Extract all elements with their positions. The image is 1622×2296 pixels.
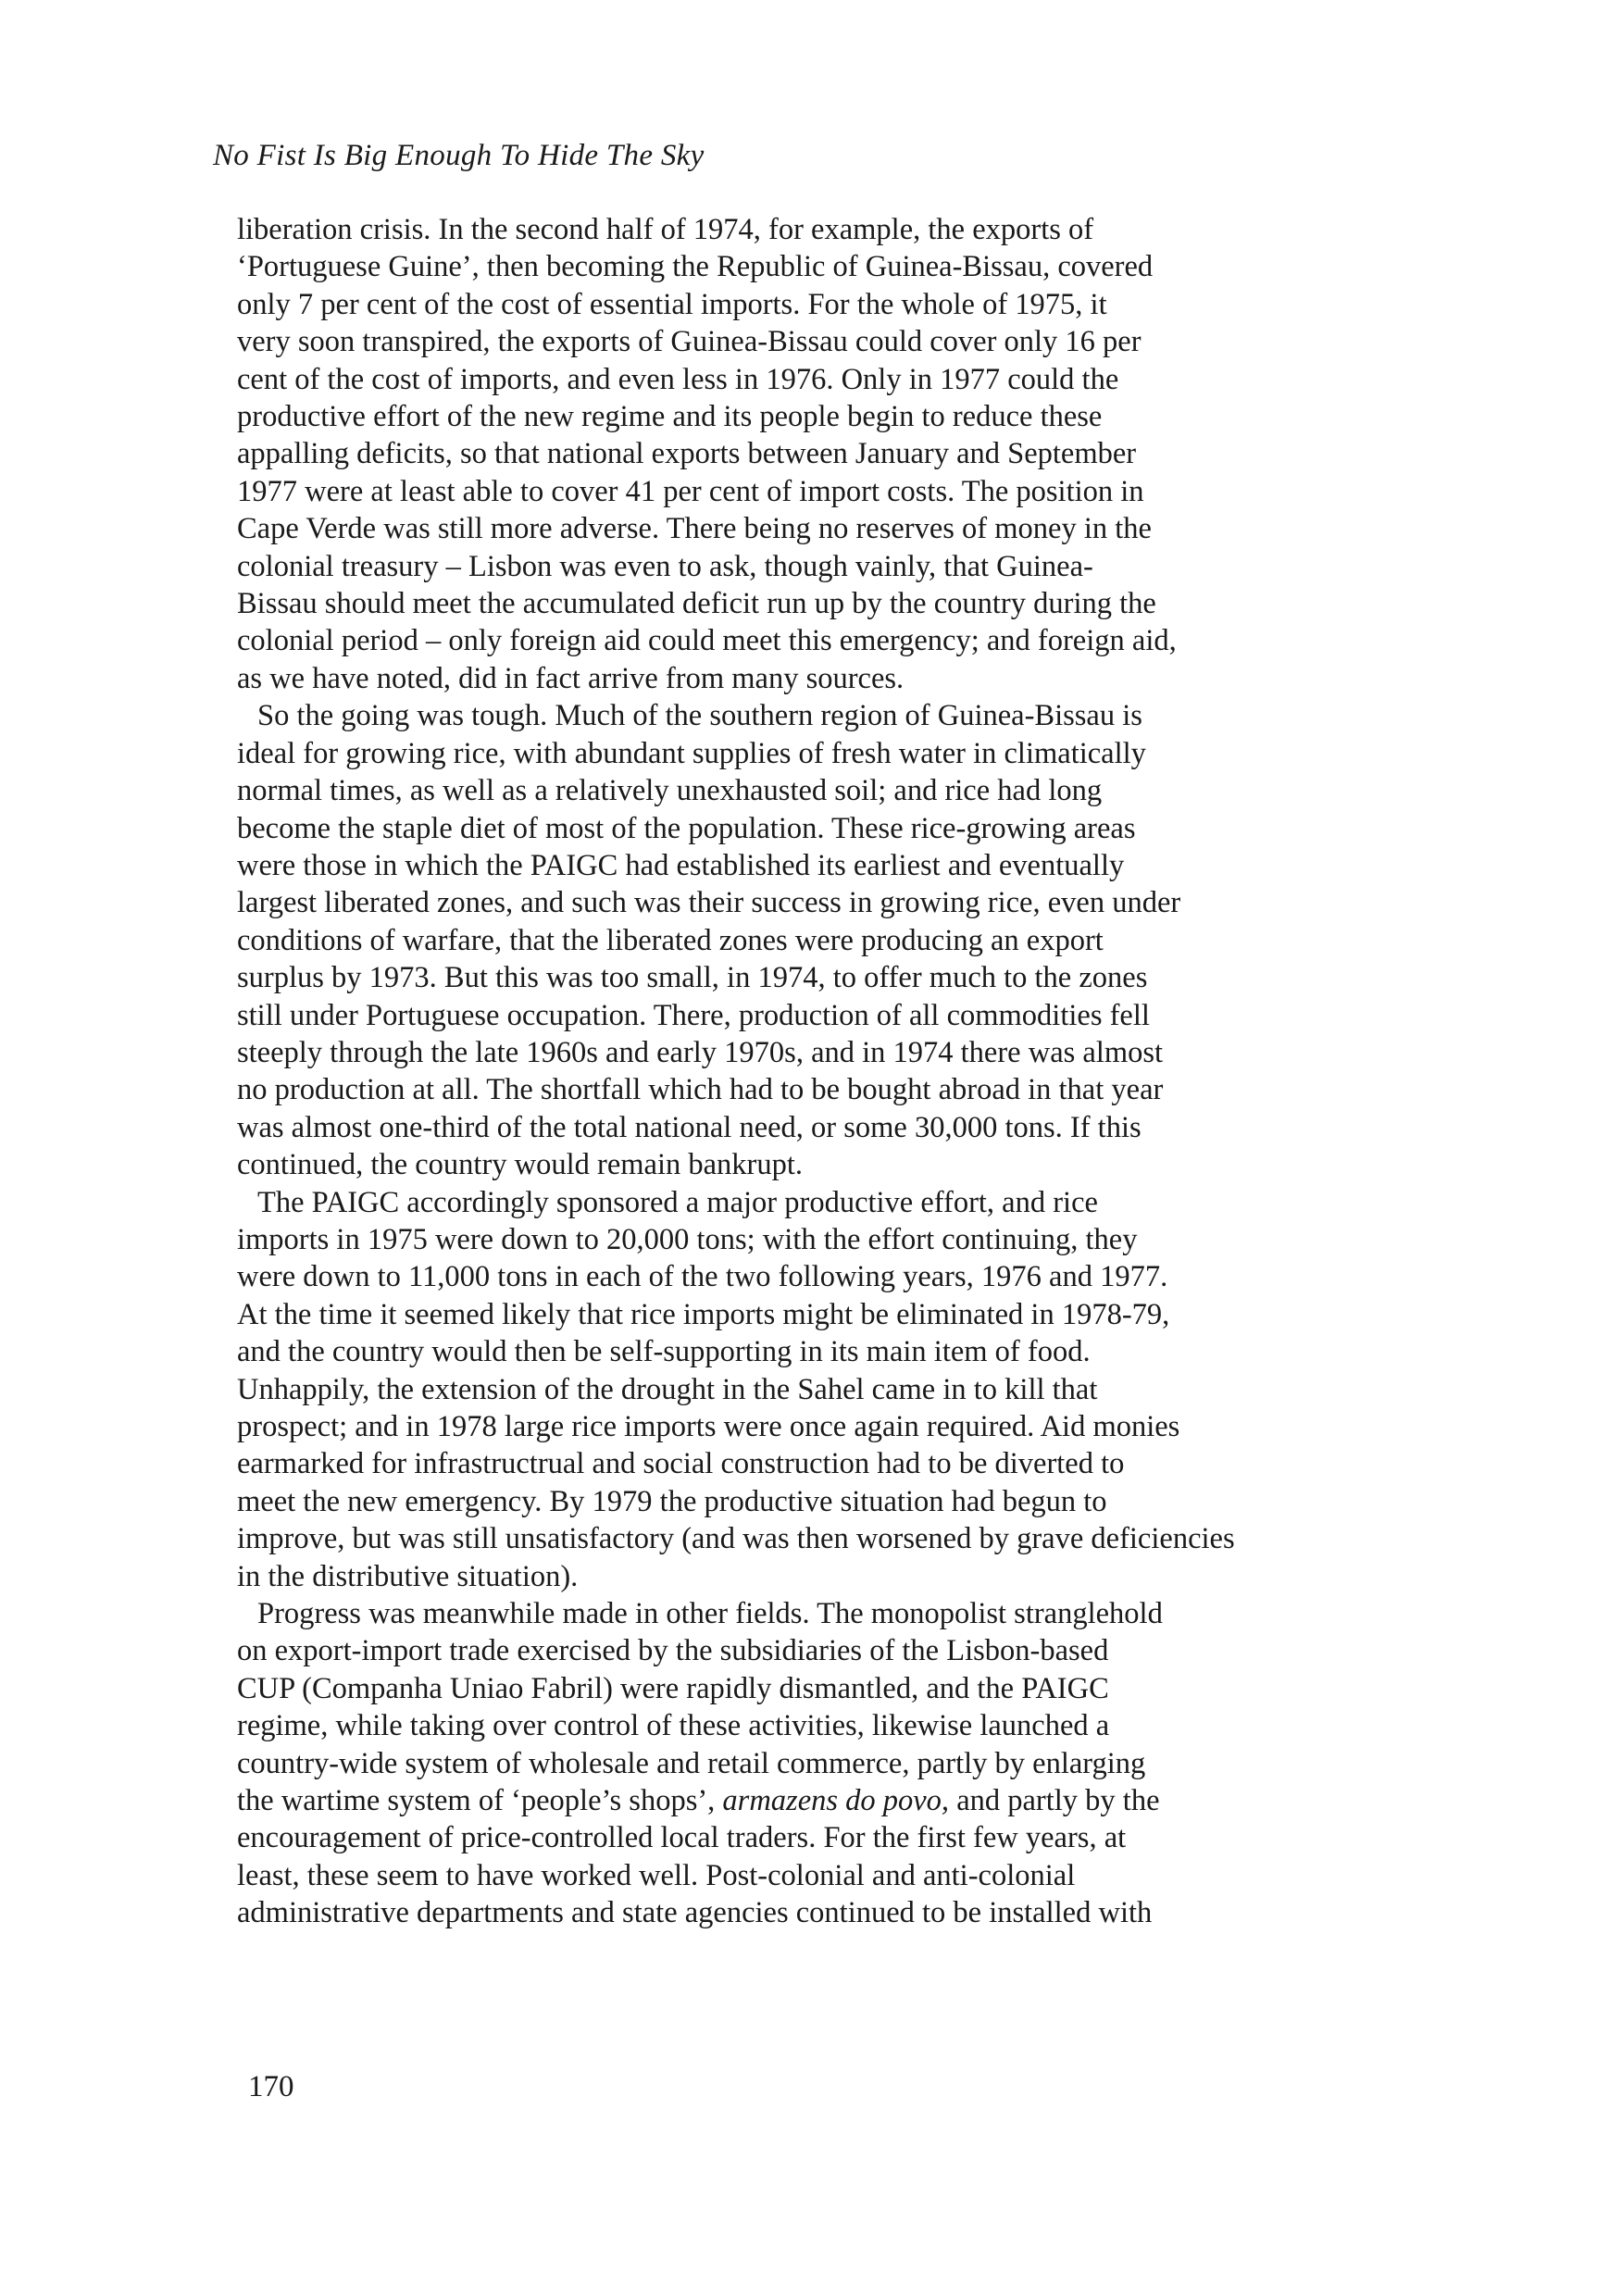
text-segment: were down to 11,000 tons in each of the two following years, 1976 and 1977.: [237, 1260, 1168, 1294]
italic-phrase: armazens do povo,: [722, 1784, 950, 1818]
text-segment: no production at all. The shortfall which had to be bought abroad in that year: [237, 1073, 1164, 1107]
text-segment: 1977 were at least able to cover 41 per cent of import costs. The position in: [237, 474, 1144, 508]
text-line: [237, 1146, 1441, 1183]
text-segment: productive effort of the new regime and its people begin to reduce these: [237, 400, 1103, 434]
text-segment: liberation crisis. In the second half of 1974, for example, the exports of: [237, 213, 1094, 246]
text-segment: least, these seem to have worked well. Post-colonial and anti-colonial: [237, 1858, 1076, 1892]
text-line: [237, 1782, 1441, 1819]
text-line: [237, 997, 1441, 1034]
text-line: [237, 510, 1441, 547]
text-line: [237, 660, 1441, 697]
text-line: [237, 1894, 1441, 1931]
text-line: [237, 922, 1441, 959]
text-line: [237, 361, 1441, 398]
text-segment: only 7 per cent of the cost of essential imports. For the whole of 1975, it: [237, 287, 1107, 321]
text-segment: and partly by the: [949, 1784, 1160, 1818]
text-line: [237, 1857, 1441, 1894]
text-segment: The PAIGC accordingly sponsored a major productive effort, and rice: [257, 1185, 1098, 1219]
text-line: [237, 1520, 1441, 1557]
text-segment: as we have noted, did in fact arrive from many sources.: [237, 661, 905, 695]
text-segment: colonial period – only foreign aid could meet this emergency; and foreign aid,: [237, 624, 1177, 658]
text-segment: were those in which the PAIGC had established its earliest and eventually: [237, 848, 1125, 882]
text-segment: the wartime system of ‘people’s shops’,: [237, 1784, 723, 1818]
text-segment: was almost one-third of the total national need, or some 30,000 tons. If this: [237, 1110, 1142, 1144]
text-line: [237, 1707, 1441, 1744]
text-line: [237, 1034, 1441, 1071]
text-segment: ‘Portuguese Guine’, then becoming the Republic of Guinea-Bissau, covered: [237, 250, 1154, 284]
text-line: [237, 248, 1441, 285]
text-segment: prospect; and in 1978 large rice imports were once again required. Aid monies: [237, 1410, 1180, 1443]
text-segment: Unhappily, the extension of the drought in the Sahel came in to kill that: [237, 1372, 1098, 1406]
text-segment: very soon transpired, the exports of Guinea-Bissau could cover only 16 per: [237, 325, 1142, 359]
body-text: [237, 211, 1441, 1932]
text-line: [237, 435, 1441, 472]
text-segment: earmarked for infrastructrual and social construction had to be diverted to: [237, 1447, 1125, 1481]
text-line: [237, 1558, 1441, 1595]
text-segment: So the going was tough. Much of the southern region of Guinea-Bissau is: [257, 699, 1142, 733]
text-segment: Progress was meanwhile made in other fields. The monopolist stranglehold: [257, 1597, 1163, 1631]
page-number: 170: [248, 2070, 294, 2103]
text-line: [237, 1632, 1441, 1669]
text-line: [237, 772, 1441, 809]
text-line: [237, 548, 1441, 585]
text-segment: colonial treasury – Lisbon was even to ask, though vainly, that Guinea-: [237, 549, 1093, 583]
text-line: [237, 735, 1441, 772]
text-line: [237, 473, 1441, 510]
text-segment: imports in 1975 were down to 20,000 tons; with the effort continuing, they: [237, 1222, 1138, 1256]
text-line: [237, 1258, 1441, 1295]
text-line: [237, 1819, 1441, 1856]
text-line: [237, 1221, 1441, 1258]
text-line: [237, 1071, 1441, 1108]
text-segment: Cape Verde was still more adverse. There being no reserves of money in the: [237, 512, 1152, 546]
text-line: [237, 1408, 1441, 1445]
text-line: [237, 1296, 1441, 1333]
text-line: [237, 286, 1441, 323]
text-segment: continued, the country would remain bankrupt.: [237, 1148, 804, 1182]
text-line: [237, 1670, 1441, 1707]
text-line: [237, 810, 1441, 847]
text-line: [237, 884, 1441, 921]
text-segment: largest liberated zones, and such was their success in growing rice, even under: [237, 886, 1181, 920]
text-segment: CUP (Companha Uniao Fabril) were rapidly dismantled, and the PAIGC: [237, 1671, 1109, 1705]
text-segment: become the staple diet of most of the population. These rice-growing areas: [237, 811, 1136, 845]
text-line: [237, 1109, 1441, 1146]
text-segment: meet the new emergency. By 1979 the productive situation had begun to: [237, 1484, 1107, 1518]
text-line: [237, 697, 1441, 734]
text-segment: improve, but was still unsatisfactory (and was then worsened by grave deficiencies: [237, 1522, 1235, 1556]
text-line: [237, 1595, 1441, 1632]
text-line: [237, 211, 1441, 248]
text-line: [237, 1333, 1441, 1370]
text-line: [237, 1184, 1441, 1221]
text-segment: At the time it seemed likely that rice imports might be eliminated in 1978-79,: [237, 1297, 1170, 1331]
text-line: [237, 1483, 1441, 1520]
running-head: No Fist Is Big Enough To Hide The Sky: [213, 139, 705, 172]
text-segment: Bissau should meet the accumulated deficit run up by the country during the: [237, 587, 1156, 621]
text-segment: and the country would then be self-supporting in its main item of food.: [237, 1335, 1091, 1369]
text-segment: in the distributive situation).: [237, 1559, 579, 1593]
text-line: [237, 1371, 1441, 1408]
text-line: [237, 622, 1441, 659]
text-segment: normal times, as well as a relatively unexhausted soil; and rice had long: [237, 774, 1103, 808]
text-segment: country-wide system of wholesale and retail commerce, partly by enlarging: [237, 1746, 1146, 1780]
text-line: [237, 398, 1441, 435]
text-segment: administrative departments and state agencies continued to be installed with: [237, 1896, 1153, 1930]
text-segment: appalling deficits, so that national exports between January and September: [237, 437, 1137, 471]
text-line: [237, 1445, 1441, 1482]
text-segment: cent of the cost of imports, and even less in 1976. Only in 1977 could the: [237, 362, 1119, 396]
text-segment: on export-import trade exercised by the subsidiaries of the Lisbon-based: [237, 1634, 1109, 1668]
text-segment: encouragement of price-controlled local traders. For the first few years, at: [237, 1821, 1127, 1855]
text-line: [237, 847, 1441, 884]
text-segment: regime, while taking over control of these activities, likewise launched a: [237, 1709, 1110, 1743]
text-line: [237, 323, 1441, 360]
text-line: [237, 585, 1441, 622]
text-line: [237, 959, 1441, 996]
text-segment: surplus by 1973. But this was too small, in 1974, to offer much to the zones: [237, 961, 1148, 995]
text-segment: ideal for growing rice, with abundant supplies of fresh water in climatically: [237, 736, 1146, 770]
text-line: [237, 1745, 1441, 1782]
text-segment: still under Portuguese occupation. There, production of all commodities fell: [237, 998, 1150, 1032]
text-segment: conditions of warfare, that the liberated zones were producing an export: [237, 923, 1104, 957]
text-segment: steeply through the late 1960s and early 1970s, and in 1974 there was almost: [237, 1035, 1164, 1069]
